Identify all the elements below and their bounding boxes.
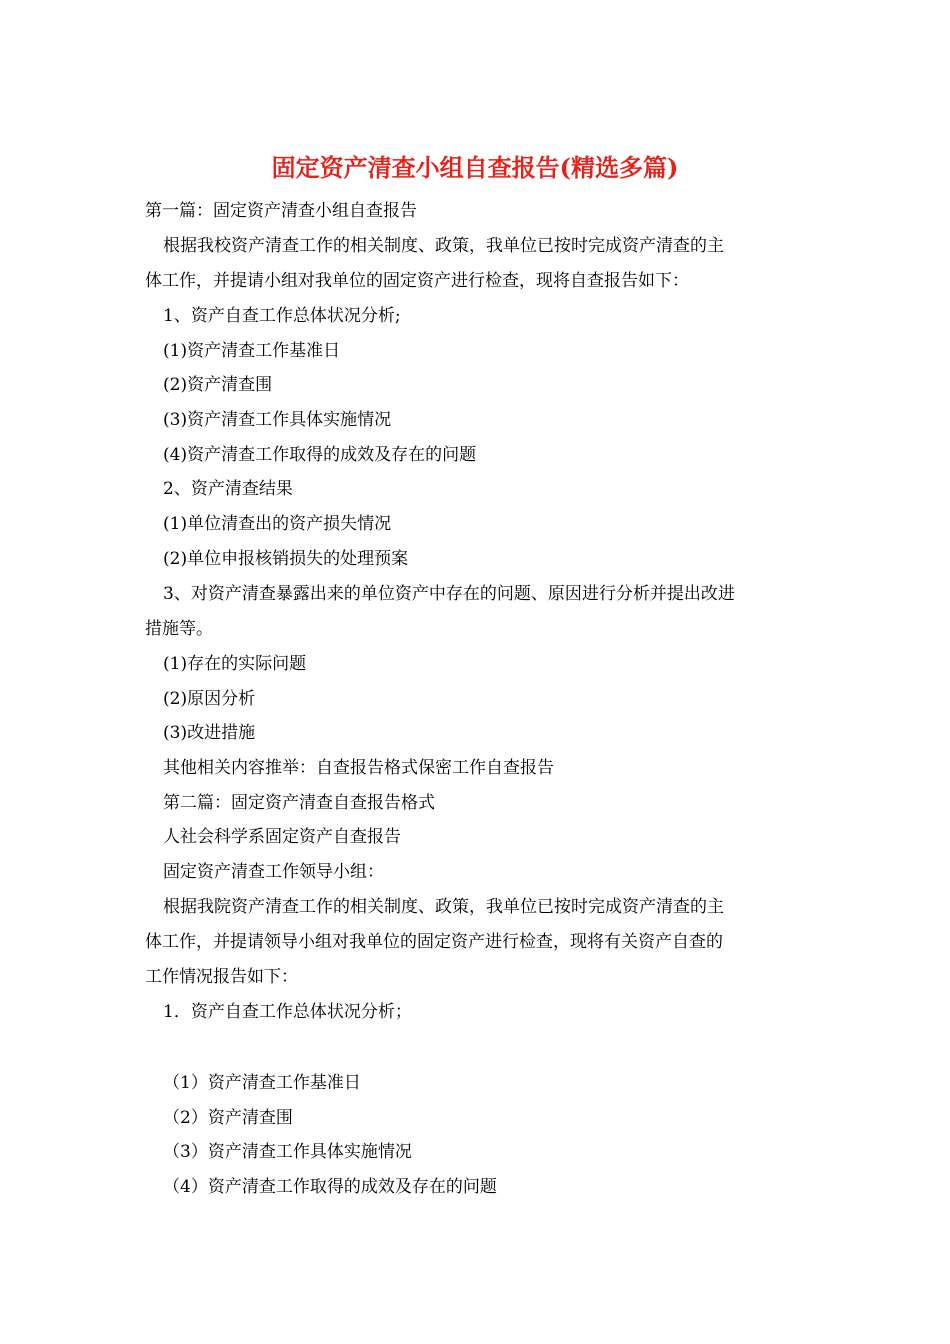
- text-line: 其他相关内容推举：自查报告格式保密工作自查报告: [163, 758, 554, 778]
- text-line: 人社会科学系固定资产自查报告: [163, 827, 401, 847]
- text-line: 3、对资产清查暴露出来的单位资产中存在的问题、原因进行分析并提出改进: [163, 584, 735, 604]
- text-line: 体工作，并提请小组对我单位的固定资产进行检查，现将自查报告如下：: [145, 271, 689, 291]
- text-line: 工作情况报告如下：: [145, 967, 298, 987]
- text-line: 第二篇：固定资产清查自查报告格式: [163, 793, 435, 813]
- text-line: (2)单位申报核销损失的处理预案: [163, 549, 409, 569]
- text-line: 1．资产自查工作总体状况分析；: [163, 1002, 412, 1022]
- text-line: (2)原因分析: [163, 689, 256, 709]
- text-line: 措施等。: [145, 619, 213, 639]
- text-line: 体工作，并提请领导小组对我单位的固定资产进行检查，现将有关资产自查的: [145, 932, 723, 952]
- text-line: (4)资产清查工作取得的成效及存在的问题: [163, 445, 477, 465]
- text-line: (1)存在的实际问题: [163, 654, 307, 674]
- text-line: (3)资产清查工作具体实施情况: [163, 410, 392, 430]
- text-line: 固定资产清查工作领导小组：: [163, 862, 384, 882]
- text-line: (2)资产清查围: [163, 375, 273, 395]
- text-line: 第一篇：固定资产清查小组自查报告: [145, 201, 417, 221]
- text-line: 根据我校资产清查工作的相关制度、政策，我单位已按时完成资产清查的主: [163, 236, 724, 256]
- text-line: 1、资产自查工作总体状况分析;: [163, 306, 401, 326]
- text-line: 2、资产清查结果: [163, 479, 293, 499]
- text-line: (3)改进措施: [163, 723, 256, 743]
- document-title: 固定资产清查小组自查报告(精选多篇): [271, 153, 679, 182]
- text-line: 根据我院资产清查工作的相关制度、政策，我单位已按时完成资产清查的主: [163, 897, 724, 917]
- text-line: （2）资产清查围: [163, 1108, 293, 1128]
- text-line: (1)资产清查工作基准日: [163, 341, 341, 361]
- text-line: （3）资产清查工作具体实施情况: [163, 1142, 412, 1162]
- text-line: （1）资产清查工作基准日: [163, 1073, 361, 1093]
- text-line: (1)单位清查出的资产损失情况: [163, 514, 392, 534]
- text-line: （4）资产清查工作取得的成效及存在的问题: [163, 1177, 497, 1197]
